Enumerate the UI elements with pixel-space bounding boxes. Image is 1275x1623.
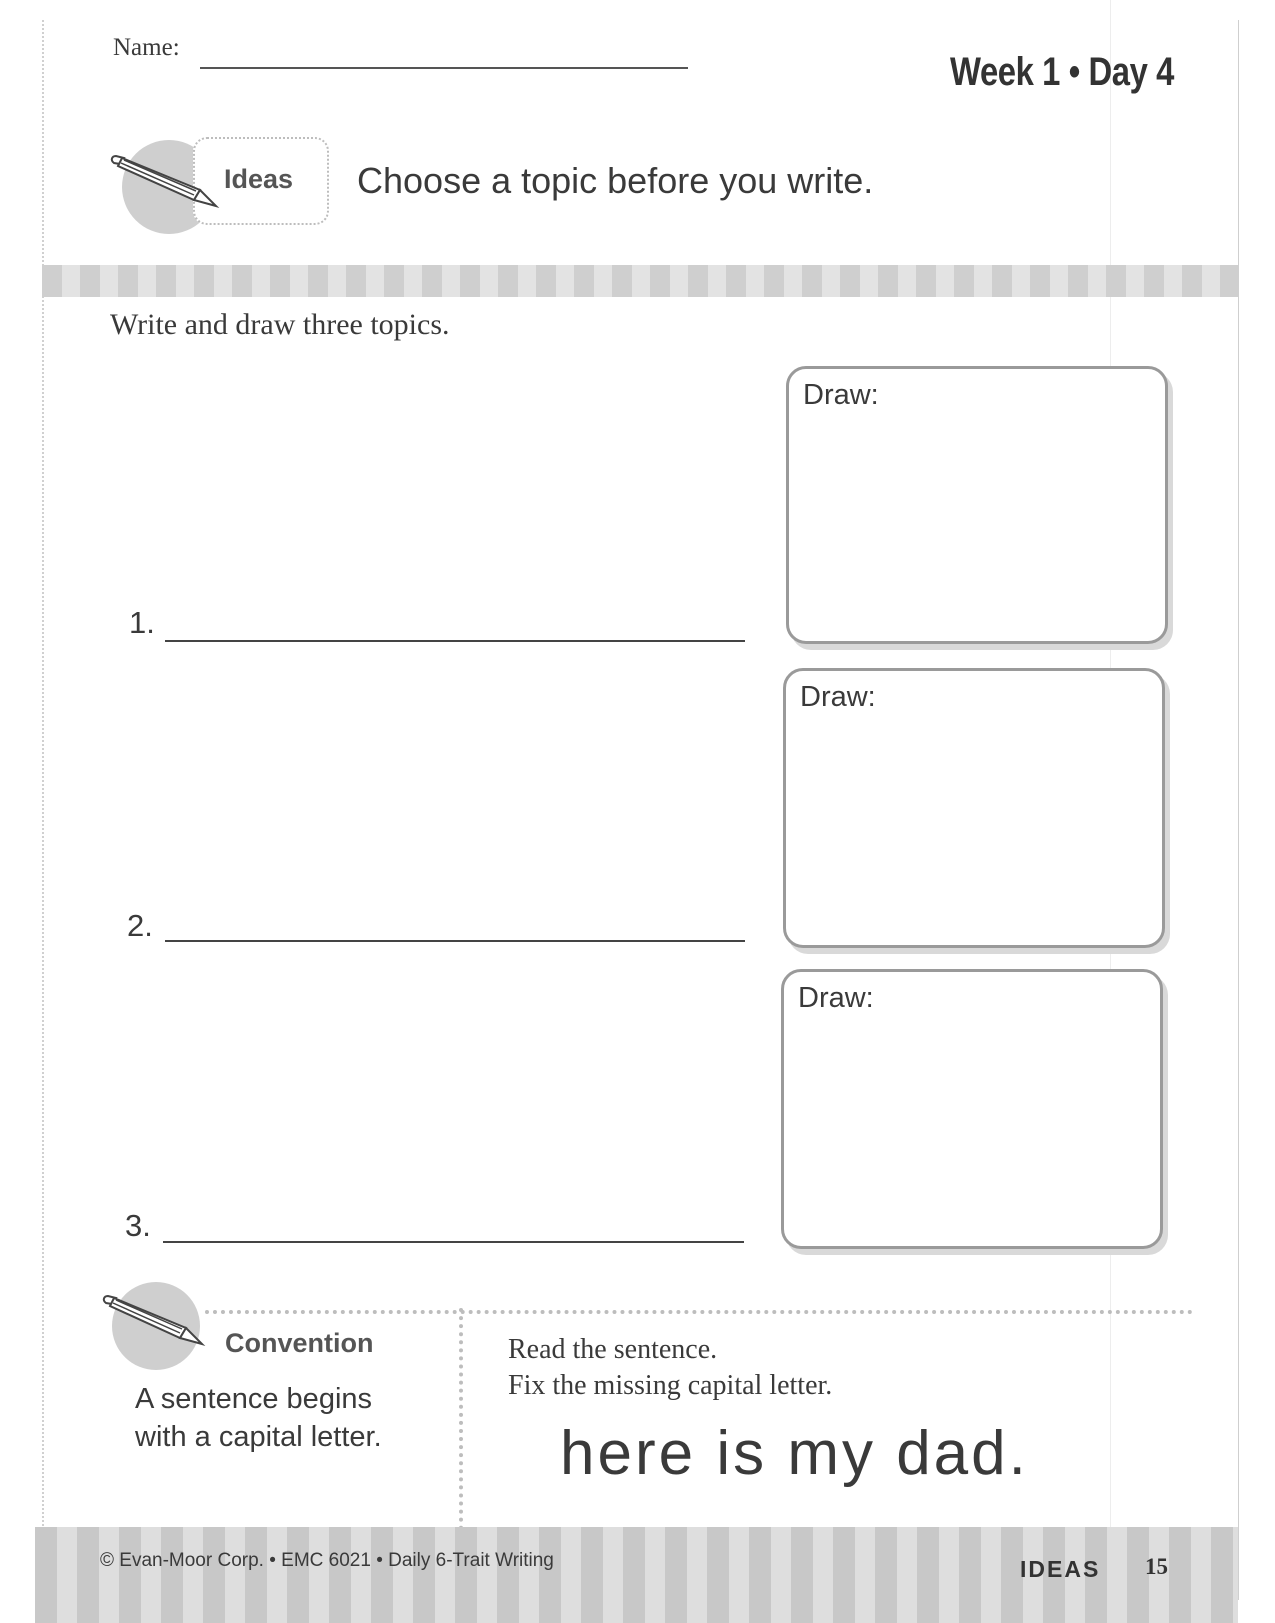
- convention-rule: [135, 1380, 382, 1456]
- footer-section-label: IDEAS: [1020, 1556, 1101, 1582]
- convention-pencil-icon: [100, 1290, 220, 1350]
- divider-stripe: [42, 265, 1238, 297]
- ideas-prompt: Choose a topic before you write.: [357, 160, 874, 201]
- page-right-edge: [1238, 20, 1239, 1600]
- convention-badge-label: Convention: [225, 1328, 374, 1358]
- week-day-title: Week 1 • Day 4: [950, 50, 1174, 94]
- draw-label-3: Draw:: [798, 982, 874, 1014]
- draw-box-2[interactable]: [783, 668, 1165, 948]
- copyright-text: © Evan-Moor Corp. • EMC 6021 • Daily 6-Trait Writing: [100, 1550, 554, 1571]
- practice-sentence: here is my dad.: [560, 1419, 1029, 1488]
- convention-top-border: [205, 1310, 1193, 1314]
- topic-number-3: 3.: [125, 1208, 151, 1243]
- name-field[interactable]: [200, 67, 688, 69]
- topic-number-1: 1.: [129, 605, 155, 640]
- convention-divider: [459, 1308, 463, 1530]
- draw-box-1[interactable]: [786, 366, 1168, 644]
- draw-label-2: Draw:: [800, 681, 876, 713]
- draw-box-3[interactable]: [781, 969, 1163, 1249]
- instruction-text: Write and draw three topics.: [110, 308, 450, 341]
- convention-rule-line-1: A sentence begins: [135, 1383, 373, 1415]
- topic-line-1[interactable]: [165, 640, 745, 642]
- read-line-2: Fix the missing capital letter.: [508, 1370, 833, 1401]
- draw-label-1: Draw:: [803, 379, 879, 411]
- pencil-icon: [108, 150, 228, 210]
- read-line-1: Read the sentence.: [508, 1334, 718, 1365]
- convention-rule-line-2: with a capital letter.: [135, 1421, 382, 1453]
- topic-number-2: 2.: [127, 908, 153, 943]
- topic-line-2[interactable]: [165, 940, 745, 942]
- name-label: Name:: [113, 34, 180, 61]
- ideas-badge-label: Ideas: [224, 164, 294, 194]
- read-instructions: [508, 1332, 832, 1404]
- page-edge: [42, 20, 45, 1590]
- page-number: 15: [1145, 1554, 1168, 1579]
- topic-line-3[interactable]: [163, 1241, 744, 1243]
